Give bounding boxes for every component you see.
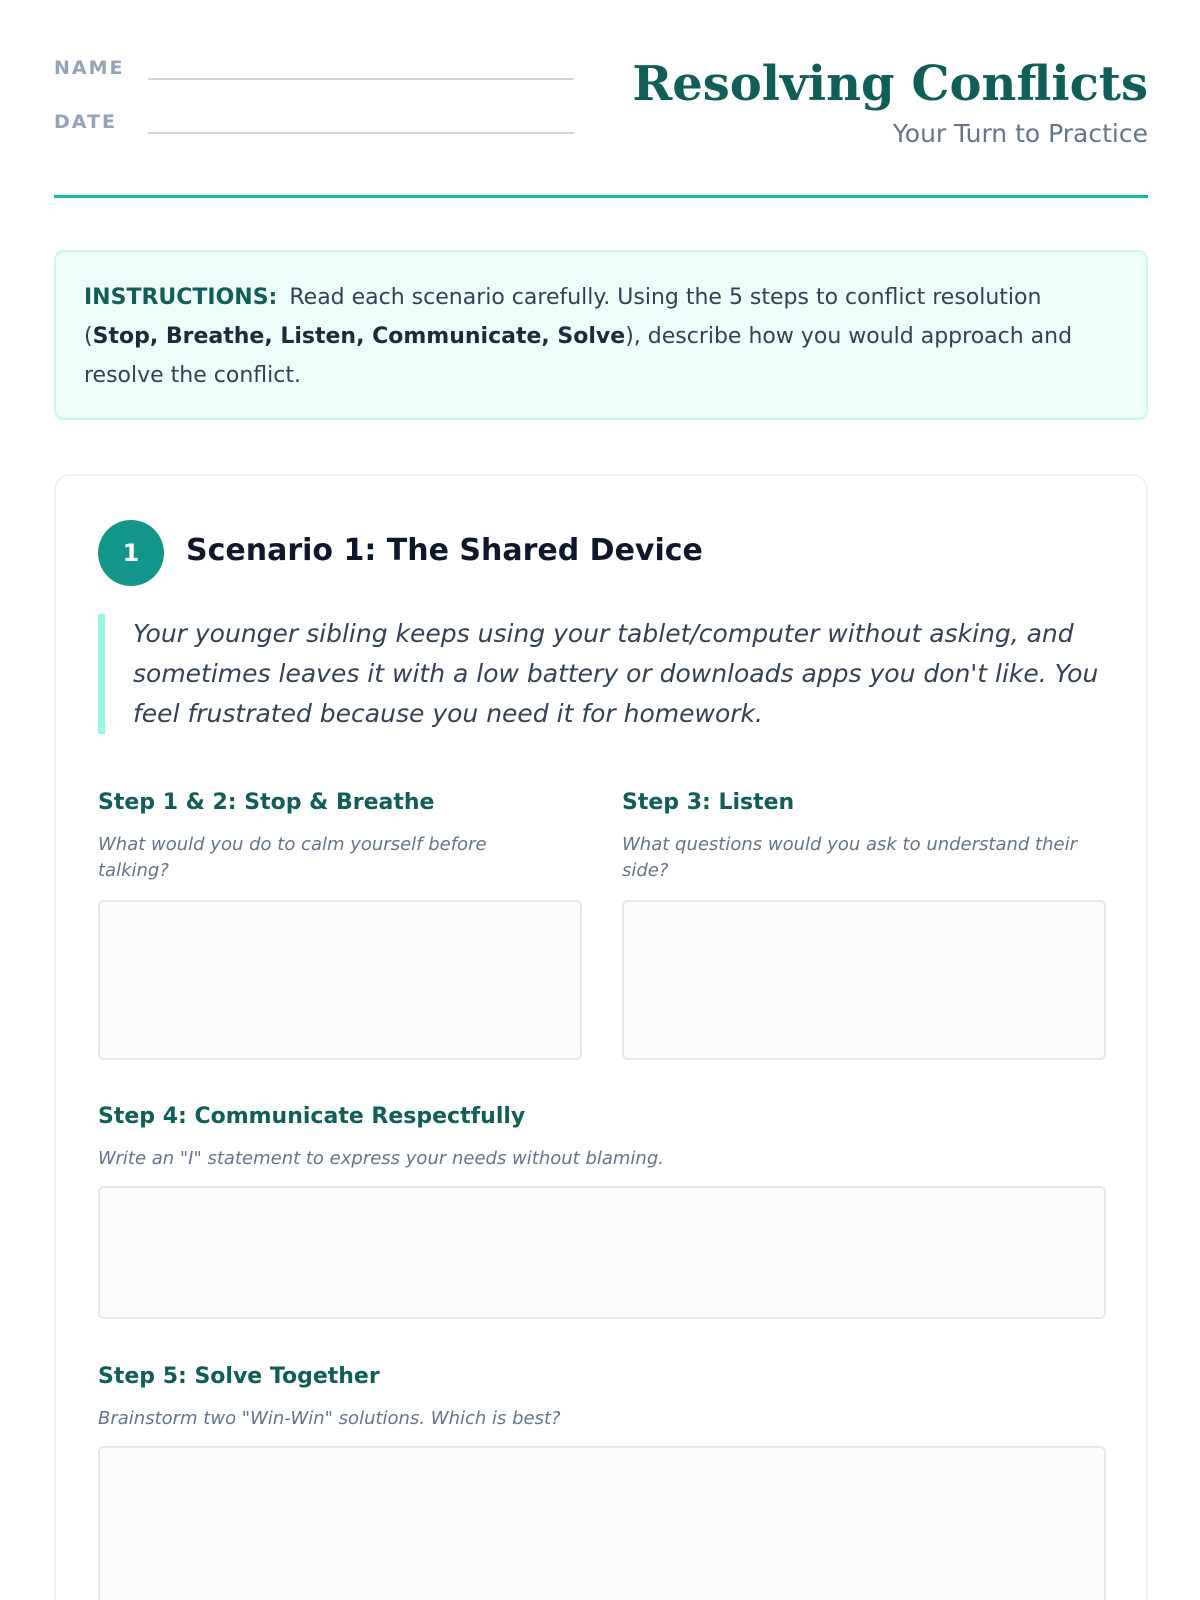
step-5-answer-box[interactable] (98, 1446, 1106, 1600)
step-5-hint: Brainstorm two "Win-Win" solutions. Which is best? (98, 1408, 561, 1429)
scenario-card (54, 474, 1148, 1600)
scenario-number-badge: 1 (98, 520, 164, 586)
instructions-box (54, 250, 1148, 420)
name-field (54, 56, 574, 80)
step-1-2-title: Step 1 & 2: Stop & Breathe (98, 790, 435, 815)
step-5-title: Step 5: Solve Together (98, 1364, 380, 1389)
step-1-2-hint: What would you do to calm yourself before talking? (98, 834, 487, 881)
name-input-line[interactable] (148, 78, 574, 80)
instructions-steps: Stop, Breathe, Listen, Communicate, Solve (92, 324, 626, 349)
instructions-text-1: Read each scenario carefully. Using the 5 steps to conflict resolution ( (84, 285, 1042, 349)
scenario-description: Your younger sibling keeps using your tablet/computer without asking, and sometimes leaves it with a low battery or downloads apps you don't like. You feel frustrated because you need it for homework. (98, 614, 1108, 734)
page-title: Resolving Conflicts (632, 56, 1148, 112)
instructions-lead: INSTRUCTIONS: (84, 285, 278, 310)
step-1-2-answer-box[interactable] (98, 900, 582, 1060)
date-label: DATE (54, 111, 117, 133)
step-4-hint: Write an "I" statement to express your needs without blaming. (98, 1148, 664, 1169)
date-input-line[interactable] (148, 132, 574, 134)
scenario-title: Scenario 1: The Shared Device (186, 533, 703, 568)
step-4-title: Step 4: Communicate Respectfully (98, 1104, 526, 1129)
step-3-answer-box[interactable] (622, 900, 1106, 1060)
step-3-hint: What questions would you ask to understand their side? (622, 834, 1077, 881)
page-subtitle: Your Turn to Practice (892, 119, 1148, 148)
date-field (54, 110, 574, 134)
instructions-text-2: ), describe how you would approach and resolve the conflict. (84, 324, 1073, 388)
worksheet-header (54, 0, 1148, 198)
step-4-answer-box[interactable] (98, 1186, 1106, 1319)
name-label: NAME (54, 57, 125, 79)
step-3-title: Step 3: Listen (622, 790, 795, 815)
